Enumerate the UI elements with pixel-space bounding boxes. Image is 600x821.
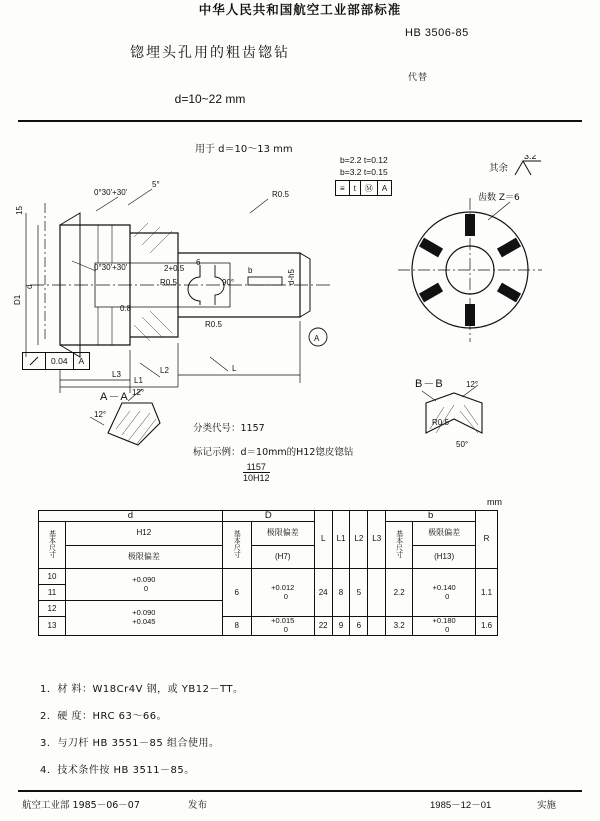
cell-L2: 5 xyxy=(350,569,368,617)
cell-R: 1.1 xyxy=(476,569,498,617)
col-group-b: b xyxy=(386,511,476,522)
section-bb-label: B－B xyxy=(415,378,444,390)
cell-R: 1.6 xyxy=(476,617,498,635)
fcf-modifier: Ⓜ xyxy=(361,181,378,195)
callout-dim-d: d xyxy=(25,284,34,289)
col-d-h12: H12 xyxy=(66,522,223,546)
col-d-limit-dev: 极限偏差 xyxy=(66,545,223,569)
specification-table xyxy=(38,510,498,636)
table-header-row-1 xyxy=(39,511,498,522)
col-D-h7: (H7) xyxy=(251,545,314,569)
callout-dim-D1: D1 xyxy=(13,294,22,305)
cell-d: 11 xyxy=(39,585,66,601)
fcf-symbol: ≡ xyxy=(336,181,350,195)
ministry-title: 中华人民共和国航空工业部部标准 xyxy=(198,2,402,17)
footer-issuer: 航空工业部 1985－06－07 xyxy=(22,800,140,811)
callout-r05-a: R0.5 xyxy=(272,190,289,199)
dimension-range: d=10~22 mm xyxy=(174,92,246,106)
footer-publish-label: 发布 xyxy=(188,800,208,811)
cell-b-tol: +0.180 0 xyxy=(413,617,476,635)
callout-dim-L2: L2 xyxy=(160,366,169,375)
cell-d: 13 xyxy=(39,617,66,635)
cell-b: 3.2 xyxy=(386,617,413,635)
table-header-row-2 xyxy=(39,522,498,546)
footer-effective-date: 1985－12－01 xyxy=(430,800,492,811)
b-t-note-2: b=3.2 t=0.15 xyxy=(340,167,388,177)
col-D-basic: 基本尺寸 xyxy=(222,522,251,569)
callout-dim-L1: L1 xyxy=(134,376,143,385)
teeth-count-label: 齿数 Z＝6 xyxy=(478,193,520,203)
callout-dim-2: 2+0.5 xyxy=(164,264,185,273)
col-b-h13-title: 极限偏差 xyxy=(413,522,476,546)
marking-numerator: 1157 xyxy=(243,462,270,473)
cell-b-tol: +0.140 0 xyxy=(413,569,476,617)
note-material: 1．材 料：W18Cr4V 钢，或 YB12－TT。 xyxy=(40,684,244,695)
b-t-note-1: b=2.2 t=0.12 xyxy=(340,155,388,165)
cell-D-tol: +0.015 0 xyxy=(251,617,314,635)
cell-D-tol: +0.012 0 xyxy=(251,569,314,617)
callout-angle-50: 50° xyxy=(456,440,469,449)
footer-divider xyxy=(18,790,582,792)
table-unit-label: mm xyxy=(487,497,502,507)
callout-dim-15: 15 xyxy=(15,206,24,215)
cell-L3 xyxy=(368,569,386,617)
callout-dim-L3: L3 xyxy=(112,370,121,379)
callout-r05-b: R0.5 xyxy=(160,278,177,287)
callout-angle-5: 5° xyxy=(152,180,160,189)
fcf-datum: A xyxy=(381,183,388,193)
cell-D: 8 xyxy=(222,617,251,635)
col-d-basic: 基本尺寸 xyxy=(39,522,66,569)
col-L1: L1 xyxy=(332,511,350,569)
col-L2: L2 xyxy=(350,511,368,569)
callout-angle-12c: 12° xyxy=(466,380,479,389)
callout-angle-0-30-a: 0°30'+30' xyxy=(94,188,128,197)
callout-dim-90: 90° xyxy=(222,278,235,287)
fcf-left-datum: A xyxy=(78,356,85,366)
replace-label: 代替 xyxy=(408,73,429,83)
col-group-D: D xyxy=(222,511,314,522)
callout-r05-c: R0.5 xyxy=(205,320,222,329)
table-row xyxy=(39,569,498,585)
note-holder: 3．与刀杆 HB 3551－85 组合使用。 xyxy=(40,738,220,749)
cell-d: 12 xyxy=(39,601,66,617)
applies-to-label: 用于 d＝10～13 mm xyxy=(195,144,293,155)
other-surfaces-label: 其余 xyxy=(489,163,509,174)
cell-d-tol: +0.090 0 xyxy=(66,569,223,601)
classification-code: 分类代号：1157 xyxy=(193,423,265,434)
cell-D: 6 xyxy=(222,569,251,617)
col-L: L xyxy=(314,511,332,569)
note-hardness: 2．硬 度：HRC 63～66。 xyxy=(40,711,168,722)
cell-d: 10 xyxy=(39,569,66,585)
marking-example: 标记示例：d＝10mm的H12锪皮锪钻 xyxy=(193,447,354,458)
cell-d-tol: +0.090 +0.045 xyxy=(66,601,223,635)
callout-dim-08: 0.8 xyxy=(120,304,132,313)
col-b-basic: 基本尺寸 xyxy=(386,522,413,569)
fcf-tolerance: t xyxy=(350,181,361,195)
cell-L1: 9 xyxy=(332,617,350,635)
col-R: R xyxy=(476,511,498,569)
standard-number: HB 3506-85 xyxy=(405,27,469,39)
callout-dim-6: 6 xyxy=(196,258,201,267)
callout-angle-0-30-b: 0°30'+30' xyxy=(94,263,128,272)
col-b-h13: (H13) xyxy=(413,545,476,569)
callout-dim-d-h5: d-h5 xyxy=(287,268,296,285)
fcf-left-value: 0.04 xyxy=(46,353,74,369)
cell-b: 2.2 xyxy=(386,569,413,617)
callout-dim-L: L xyxy=(232,364,237,373)
cell-L2: 6 xyxy=(350,617,368,635)
cell-L3 xyxy=(368,617,386,635)
callout-r05-d: R0.5 xyxy=(432,418,449,427)
cell-L: 24 xyxy=(314,569,332,617)
header-divider xyxy=(18,120,582,122)
col-D-h7-title: 极限偏差 xyxy=(251,522,314,546)
marking-denominator: 10H12 xyxy=(243,473,270,483)
table-header-row-3 xyxy=(39,545,498,569)
technical-drawing xyxy=(0,125,600,495)
callout-dim-b: b xyxy=(248,266,253,275)
col-group-d: d xyxy=(39,511,223,522)
callout-angle-12a: 12° xyxy=(94,410,107,419)
note-tech-conditions: 4．技术条件按 HB 3511－85。 xyxy=(40,765,195,776)
cell-L: 22 xyxy=(314,617,332,635)
callout-datum-a: A xyxy=(314,334,320,343)
section-aa-label: A－A xyxy=(100,391,129,403)
surface-finish-value: 3.2 xyxy=(524,155,537,161)
callout-angle-12b: 12° xyxy=(132,388,145,397)
cell-L1: 8 xyxy=(332,569,350,617)
col-L3: L3 xyxy=(368,511,386,569)
footer-effective-label: 实施 xyxy=(537,800,557,811)
page-title: 锪埋头孔用的粗齿锪钻 xyxy=(130,45,290,61)
